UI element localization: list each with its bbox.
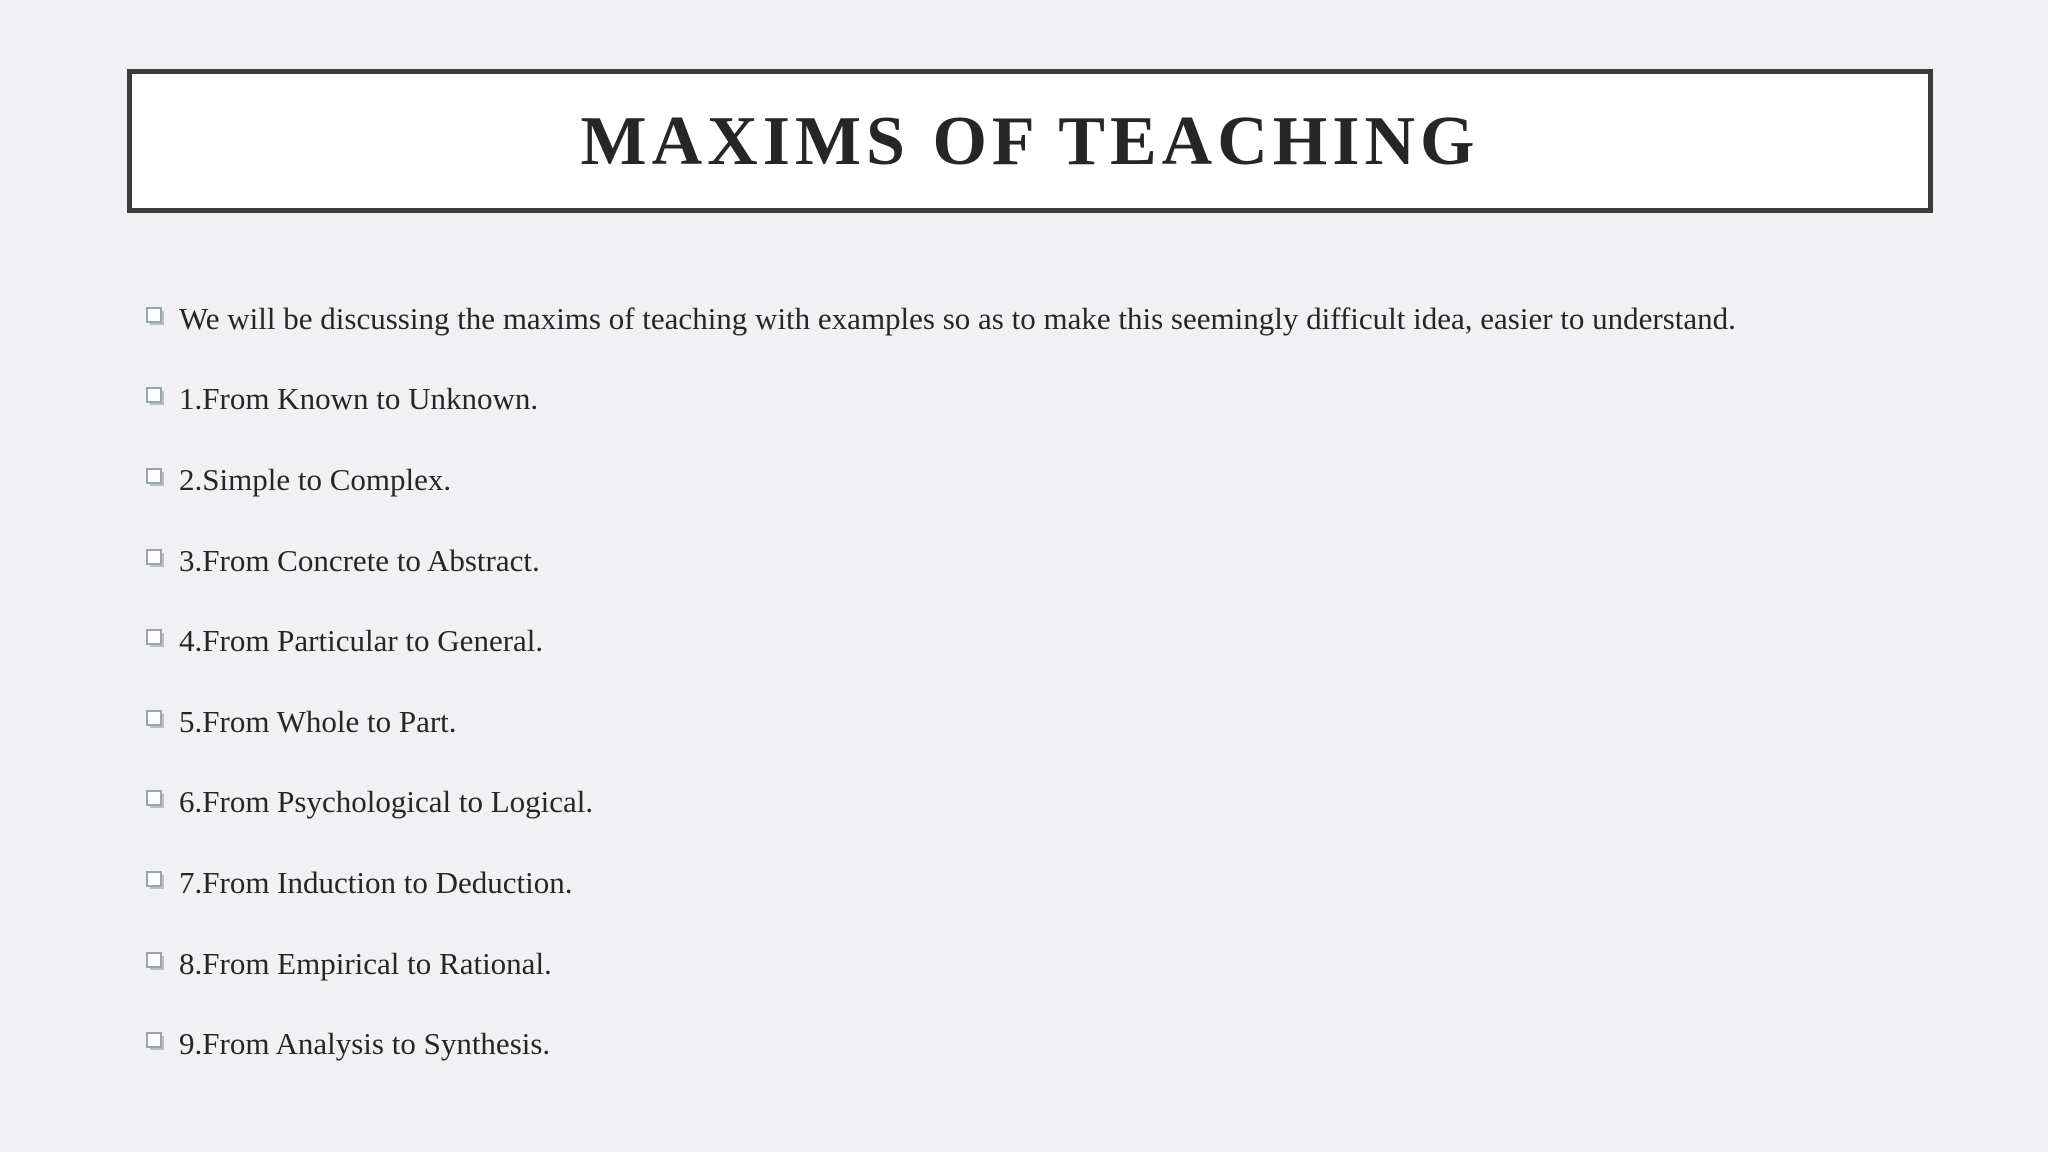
list-item	[146, 359, 1966, 440]
list-item	[146, 762, 1966, 843]
bullet-text: 6.From Psychological to Logical.	[179, 784, 594, 820]
checkbox-bullet-icon	[146, 387, 165, 406]
bullet-list	[146, 278, 1966, 1084]
checkbox-bullet-icon	[146, 307, 165, 326]
list-item	[146, 439, 1966, 520]
title-box	[127, 69, 1933, 213]
checkbox-bullet-icon	[146, 871, 165, 890]
bullet-text: 7.From Induction to Deduction.	[179, 864, 573, 900]
bullet-text: 3.From Concrete to Abstract.	[179, 542, 540, 578]
checkbox-bullet-icon	[146, 1032, 165, 1051]
bullet-text: We will be discussing the maxims of teaching with examples so as to make this seemingly difficult idea, easier to understand.	[179, 300, 1736, 336]
list-item	[146, 681, 1966, 762]
list-item	[146, 842, 1966, 923]
list-item	[146, 923, 1966, 1004]
list-item	[146, 1003, 1966, 1084]
checkbox-bullet-icon	[146, 790, 165, 809]
checkbox-bullet-icon	[146, 952, 165, 971]
checkbox-bullet-icon	[146, 629, 165, 648]
list-item	[146, 520, 1966, 601]
bullet-text: 9.From Analysis to Synthesis.	[179, 1026, 551, 1062]
bullet-text: 5.From Whole to Part.	[179, 703, 457, 739]
bullet-text: 4.From Particular to General.	[179, 623, 544, 659]
bullet-text: 2.Simple to Complex.	[179, 461, 452, 497]
checkbox-bullet-icon	[146, 710, 165, 729]
slide-title: MAXIMS OF TEACHING	[580, 103, 1480, 180]
checkbox-bullet-icon	[146, 468, 165, 487]
list-item	[146, 278, 1966, 359]
bullet-text: 8.From Empirical to Rational.	[179, 945, 552, 981]
list-item	[146, 600, 1966, 681]
bullet-text: 1.From Known to Unknown.	[179, 381, 539, 417]
checkbox-bullet-icon	[146, 549, 165, 568]
